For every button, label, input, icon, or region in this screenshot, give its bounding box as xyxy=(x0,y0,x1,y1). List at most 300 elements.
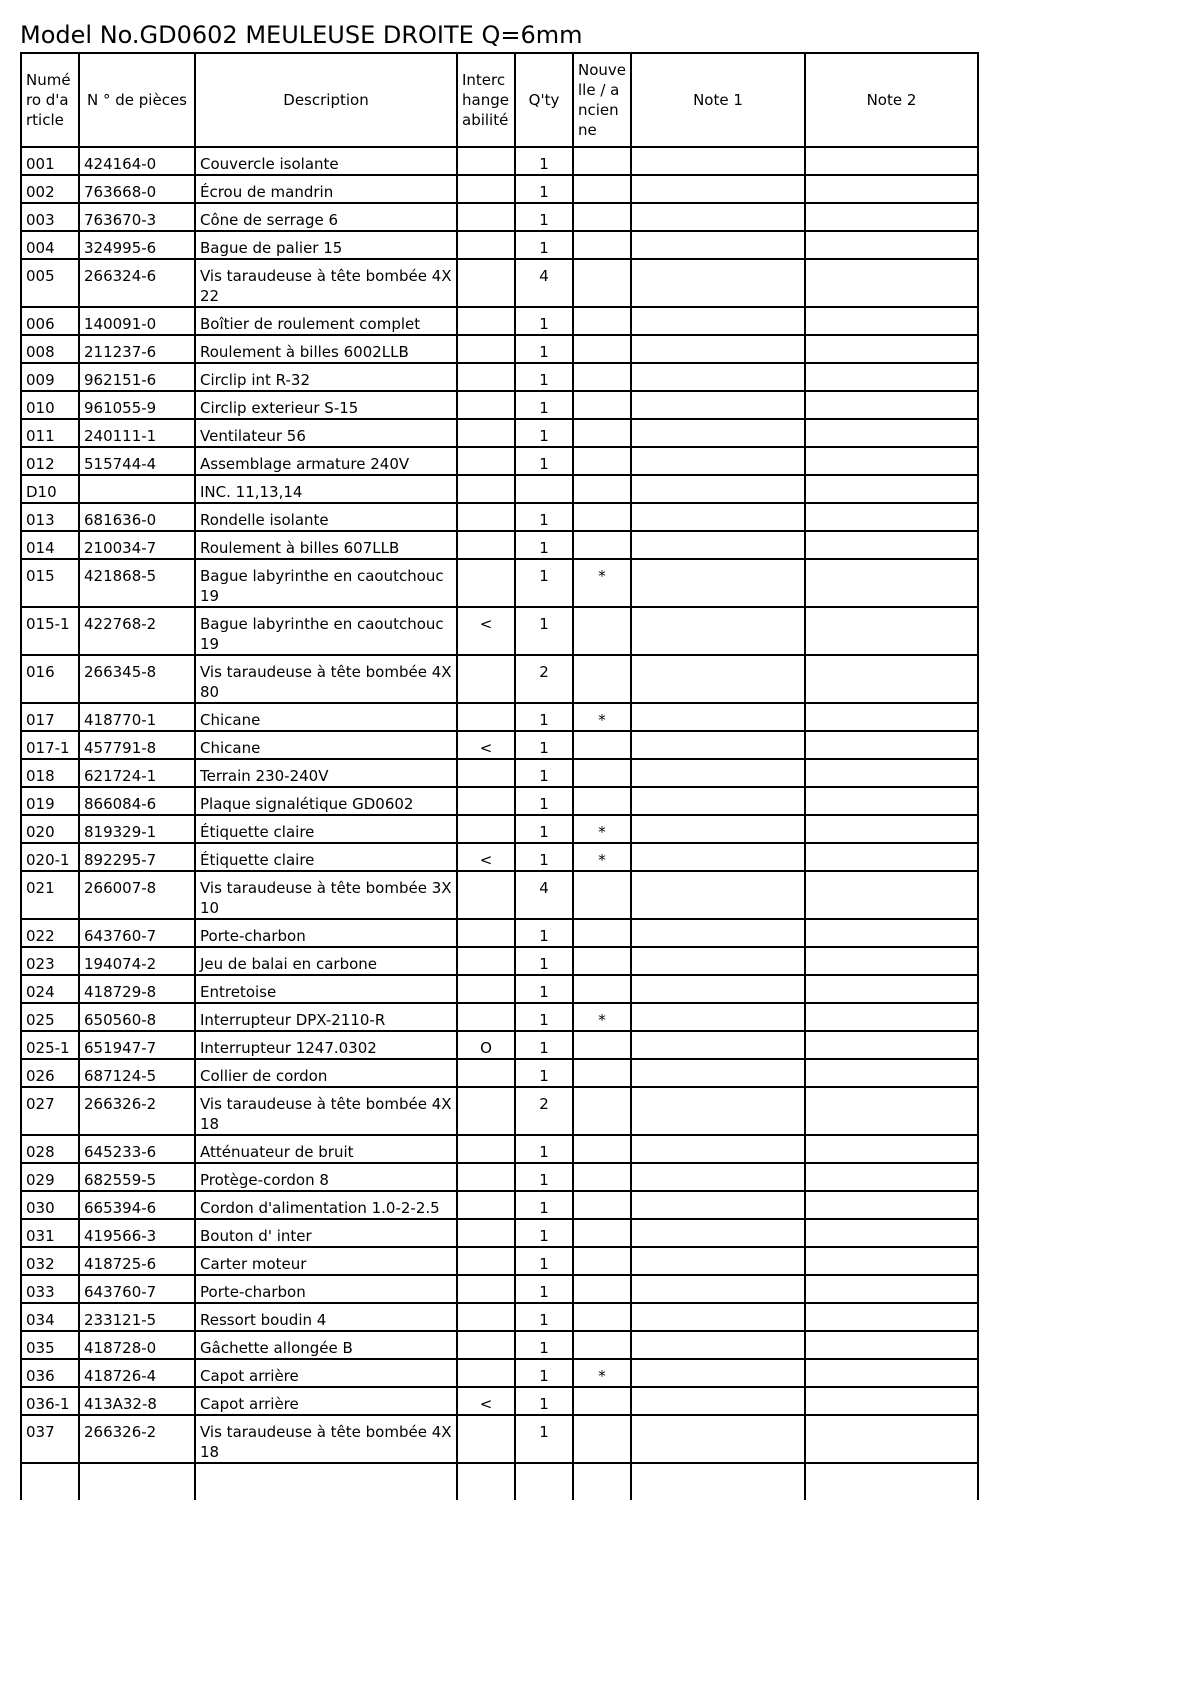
table-row xyxy=(21,335,978,363)
cell-empty xyxy=(21,1463,79,1500)
cell-note-1 xyxy=(631,1247,805,1275)
cell-part-number: 413A32-8 xyxy=(79,1387,195,1415)
cell-part-number: 233121-5 xyxy=(79,1303,195,1331)
cell-part-number: 866084-6 xyxy=(79,787,195,815)
cell-new-old xyxy=(573,503,631,531)
cell-item-number: 021 xyxy=(21,871,79,919)
cell-note-2 xyxy=(805,1191,978,1219)
table-row xyxy=(21,787,978,815)
table-row xyxy=(21,871,978,919)
cell-description: Interrupteur DPX-2110-R xyxy=(195,1003,457,1031)
cell-item-number: 003 xyxy=(21,203,79,231)
table-row xyxy=(21,1031,978,1059)
cell-new-old xyxy=(573,731,631,759)
cell-item-number: 036 xyxy=(21,1359,79,1387)
cell-interchangeability xyxy=(457,1331,515,1359)
cell-note-2 xyxy=(805,815,978,843)
cell-quantity: 4 xyxy=(515,871,573,919)
cell-note-2 xyxy=(805,1415,978,1463)
cell-note-2 xyxy=(805,335,978,363)
cell-part-number: 210034-7 xyxy=(79,531,195,559)
cell-note-2 xyxy=(805,1135,978,1163)
cell-interchangeability xyxy=(457,759,515,787)
table-row xyxy=(21,975,978,1003)
cell-note-1 xyxy=(631,391,805,419)
cell-item-number: 002 xyxy=(21,175,79,203)
cell-description: Chicane xyxy=(195,731,457,759)
cell-note-1 xyxy=(631,447,805,475)
cell-description: Assemblage armature 240V xyxy=(195,447,457,475)
cell-item-number: 032 xyxy=(21,1247,79,1275)
cell-note-1 xyxy=(631,1331,805,1359)
cell-description: Bague labyrinthe en caoutchouc 19 xyxy=(195,607,457,655)
cell-item-number: D10 xyxy=(21,475,79,503)
cell-note-1 xyxy=(631,1191,805,1219)
cell-part-number: 763668-0 xyxy=(79,175,195,203)
table-row xyxy=(21,607,978,655)
cell-description: Vis taraudeuse à tête bombée 4X 22 xyxy=(195,259,457,307)
cell-item-number: 011 xyxy=(21,419,79,447)
cell-interchangeability: < xyxy=(457,607,515,655)
cell-note-1 xyxy=(631,1303,805,1331)
cell-new-old xyxy=(573,607,631,655)
cell-part-number: 819329-1 xyxy=(79,815,195,843)
cell-note-2 xyxy=(805,1163,978,1191)
table-row xyxy=(21,203,978,231)
cell-interchangeability: < xyxy=(457,731,515,759)
cell-empty xyxy=(631,1463,805,1500)
cell-new-old xyxy=(573,1191,631,1219)
cell-empty xyxy=(79,1463,195,1500)
cell-quantity: 1 xyxy=(515,1415,573,1463)
cell-note-1 xyxy=(631,335,805,363)
table-row xyxy=(21,531,978,559)
cell-new-old xyxy=(573,1247,631,1275)
cell-new-old xyxy=(573,759,631,787)
cell-note-1 xyxy=(631,1359,805,1387)
cell-quantity: 1 xyxy=(515,815,573,843)
cell-note-1 xyxy=(631,1219,805,1247)
cell-interchangeability xyxy=(457,559,515,607)
cell-description: Circlip int R-32 xyxy=(195,363,457,391)
cell-note-2 xyxy=(805,531,978,559)
cell-description: Cône de serrage 6 xyxy=(195,203,457,231)
cell-part-number: 763670-3 xyxy=(79,203,195,231)
cell-quantity: 1 xyxy=(515,843,573,871)
cell-quantity: 1 xyxy=(515,175,573,203)
cell-new-old xyxy=(573,1275,631,1303)
cell-part-number: 424164-0 xyxy=(79,147,195,175)
cell-quantity: 1 xyxy=(515,1247,573,1275)
cell-description: Ventilateur 56 xyxy=(195,419,457,447)
cell-item-number: 020-1 xyxy=(21,843,79,871)
cell-item-number: 004 xyxy=(21,231,79,259)
cell-item-number: 029 xyxy=(21,1163,79,1191)
cell-new-old: * xyxy=(573,1003,631,1031)
cell-quantity: 1 xyxy=(515,1359,573,1387)
cell-item-number: 017 xyxy=(21,703,79,731)
cell-item-number: 001 xyxy=(21,147,79,175)
cell-interchangeability xyxy=(457,391,515,419)
cell-empty xyxy=(515,1463,573,1500)
cell-note-1 xyxy=(631,919,805,947)
cell-new-old xyxy=(573,947,631,975)
cell-quantity: 1 xyxy=(515,147,573,175)
cell-interchangeability xyxy=(457,1247,515,1275)
cell-interchangeability xyxy=(457,1135,515,1163)
table-row xyxy=(21,419,978,447)
cell-new-old xyxy=(573,419,631,447)
cell-note-2 xyxy=(805,919,978,947)
cell-new-old xyxy=(573,447,631,475)
cell-note-2 xyxy=(805,1003,978,1031)
cell-part-number: 266324-6 xyxy=(79,259,195,307)
cell-interchangeability xyxy=(457,447,515,475)
cell-note-2 xyxy=(805,147,978,175)
cell-item-number: 022 xyxy=(21,919,79,947)
cell-quantity: 1 xyxy=(515,307,573,335)
cell-quantity: 1 xyxy=(515,1003,573,1031)
cell-description: Porte-charbon xyxy=(195,1275,457,1303)
cell-note-1 xyxy=(631,363,805,391)
cell-description: Atténuateur de bruit xyxy=(195,1135,457,1163)
cell-note-1 xyxy=(631,1059,805,1087)
cell-part-number: 645233-6 xyxy=(79,1135,195,1163)
cell-quantity: 1 xyxy=(515,703,573,731)
cell-quantity: 1 xyxy=(515,1163,573,1191)
cell-quantity: 1 xyxy=(515,419,573,447)
cell-item-number: 019 xyxy=(21,787,79,815)
cell-part-number: 422768-2 xyxy=(79,607,195,655)
cell-part-number: 324995-6 xyxy=(79,231,195,259)
table-row xyxy=(21,655,978,703)
cell-part-number: 266326-2 xyxy=(79,1415,195,1463)
cell-part-number: 419566-3 xyxy=(79,1219,195,1247)
table-row xyxy=(21,1331,978,1359)
cell-description: Circlip exterieur S-15 xyxy=(195,391,457,419)
cell-new-old xyxy=(573,919,631,947)
cell-new-old: * xyxy=(573,1359,631,1387)
cell-note-1 xyxy=(631,147,805,175)
cell-note-2 xyxy=(805,759,978,787)
cell-item-number: 025 xyxy=(21,1003,79,1031)
table-row xyxy=(21,1191,978,1219)
cell-new-old xyxy=(573,1219,631,1247)
cell-new-old xyxy=(573,363,631,391)
cell-item-number: 009 xyxy=(21,363,79,391)
cell-interchangeability xyxy=(457,1303,515,1331)
header-description: Description xyxy=(195,53,457,147)
cell-description: Porte-charbon xyxy=(195,919,457,947)
cell-interchangeability xyxy=(457,1359,515,1387)
cell-note-2 xyxy=(805,1247,978,1275)
cell-description: Vis taraudeuse à tête bombée 4X 18 xyxy=(195,1087,457,1135)
cell-item-number: 005 xyxy=(21,259,79,307)
cell-quantity: 1 xyxy=(515,503,573,531)
cell-description: Interrupteur 1247.0302 xyxy=(195,1031,457,1059)
cell-interchangeability xyxy=(457,475,515,503)
cell-note-2 xyxy=(805,975,978,1003)
cell-quantity: 4 xyxy=(515,259,573,307)
cell-interchangeability xyxy=(457,871,515,919)
cell-note-1 xyxy=(631,1135,805,1163)
cell-note-2 xyxy=(805,843,978,871)
cell-description: Chicane xyxy=(195,703,457,731)
cell-quantity: 1 xyxy=(515,335,573,363)
cell-item-number: 012 xyxy=(21,447,79,475)
cell-part-number: 266326-2 xyxy=(79,1087,195,1135)
table-row xyxy=(21,731,978,759)
cell-quantity xyxy=(515,475,573,503)
cell-item-number: 028 xyxy=(21,1135,79,1163)
cell-quantity: 1 xyxy=(515,1387,573,1415)
cell-description: Bouton d' inter xyxy=(195,1219,457,1247)
cell-item-number: 030 xyxy=(21,1191,79,1219)
cell-item-number: 033 xyxy=(21,1275,79,1303)
cell-new-old xyxy=(573,1387,631,1415)
cell-part-number: 266007-8 xyxy=(79,871,195,919)
parts-table xyxy=(20,52,979,1500)
cell-part-number: 650560-8 xyxy=(79,1003,195,1031)
cell-item-number: 027 xyxy=(21,1087,79,1135)
cell-description: Étiquette claire xyxy=(195,815,457,843)
cell-part-number: 681636-0 xyxy=(79,503,195,531)
cell-note-2 xyxy=(805,871,978,919)
cell-interchangeability xyxy=(457,203,515,231)
cell-quantity: 1 xyxy=(515,231,573,259)
table-row xyxy=(21,815,978,843)
table-row xyxy=(21,307,978,335)
cell-note-2 xyxy=(805,259,978,307)
cell-part-number: 643760-7 xyxy=(79,1275,195,1303)
cell-note-1 xyxy=(631,787,805,815)
cell-description: Collier de cordon xyxy=(195,1059,457,1087)
cell-part-number: 892295-7 xyxy=(79,843,195,871)
cell-description: Boîtier de roulement complet xyxy=(195,307,457,335)
cell-quantity: 1 xyxy=(515,919,573,947)
table-row xyxy=(21,759,978,787)
cell-quantity: 1 xyxy=(515,1135,573,1163)
cell-part-number: 418728-0 xyxy=(79,1331,195,1359)
cell-new-old xyxy=(573,1135,631,1163)
cell-item-number: 016 xyxy=(21,655,79,703)
cell-description: INC. 11,13,14 xyxy=(195,475,457,503)
cell-item-number: 015 xyxy=(21,559,79,607)
cell-note-1 xyxy=(631,607,805,655)
cell-note-2 xyxy=(805,175,978,203)
cell-new-old xyxy=(573,787,631,815)
cell-quantity: 1 xyxy=(515,363,573,391)
cell-new-old xyxy=(573,1163,631,1191)
table-row xyxy=(21,1303,978,1331)
header-note-1: Note 1 xyxy=(631,53,805,147)
cell-note-1 xyxy=(631,1087,805,1135)
cell-note-1 xyxy=(631,1163,805,1191)
cell-note-1 xyxy=(631,871,805,919)
cell-quantity: 1 xyxy=(515,1031,573,1059)
cell-quantity: 1 xyxy=(515,607,573,655)
cell-item-number: 026 xyxy=(21,1059,79,1087)
cell-new-old xyxy=(573,175,631,203)
cell-item-number: 025-1 xyxy=(21,1031,79,1059)
cell-new-old: * xyxy=(573,843,631,871)
cell-new-old xyxy=(573,1059,631,1087)
cell-new-old xyxy=(573,391,631,419)
cell-description: Écrou de mandrin xyxy=(195,175,457,203)
table-row xyxy=(21,1247,978,1275)
cell-note-1 xyxy=(631,503,805,531)
cell-quantity: 1 xyxy=(515,1191,573,1219)
cell-note-2 xyxy=(805,559,978,607)
cell-part-number: 687124-5 xyxy=(79,1059,195,1087)
header-row xyxy=(21,53,978,147)
cell-part-number: 266345-8 xyxy=(79,655,195,703)
cell-note-2 xyxy=(805,1303,978,1331)
cell-note-1 xyxy=(631,815,805,843)
cell-note-1 xyxy=(631,843,805,871)
cell-note-2 xyxy=(805,1387,978,1415)
cell-part-number: 418770-1 xyxy=(79,703,195,731)
cell-new-old xyxy=(573,259,631,307)
cell-part-number: 457791-8 xyxy=(79,731,195,759)
cell-note-1 xyxy=(631,475,805,503)
table-row xyxy=(21,1219,978,1247)
cell-interchangeability: < xyxy=(457,1387,515,1415)
table-row xyxy=(21,1387,978,1415)
cell-new-old xyxy=(573,231,631,259)
cell-part-number: 515744-4 xyxy=(79,447,195,475)
cell-interchangeability xyxy=(457,259,515,307)
cell-description: Rondelle isolante xyxy=(195,503,457,531)
table-row xyxy=(21,1275,978,1303)
cell-description: Vis taraudeuse à tête bombée 4X 80 xyxy=(195,655,457,703)
cell-note-1 xyxy=(631,1031,805,1059)
cell-empty xyxy=(805,1463,978,1500)
cell-quantity: 1 xyxy=(515,731,573,759)
cell-description: Vis taraudeuse à tête bombée 3X 10 xyxy=(195,871,457,919)
cell-description: Roulement à billes 607LLB xyxy=(195,531,457,559)
cell-quantity: 1 xyxy=(515,391,573,419)
cell-quantity: 1 xyxy=(515,947,573,975)
cell-quantity: 1 xyxy=(515,203,573,231)
cell-new-old xyxy=(573,1031,631,1059)
cell-item-number: 015-1 xyxy=(21,607,79,655)
header-item-number: Numéro d'article xyxy=(21,53,79,147)
cell-interchangeability xyxy=(457,363,515,391)
table-row xyxy=(21,1003,978,1031)
header-quantity: Q'ty xyxy=(515,53,573,147)
cell-description: Vis taraudeuse à tête bombée 4X 18 xyxy=(195,1415,457,1463)
cell-note-2 xyxy=(805,731,978,759)
cell-description: Gâchette allongée B xyxy=(195,1331,457,1359)
cell-description: Terrain 230-240V xyxy=(195,759,457,787)
cell-new-old xyxy=(573,531,631,559)
cell-item-number: 024 xyxy=(21,975,79,1003)
cell-interchangeability xyxy=(457,703,515,731)
cell-description: Carter moteur xyxy=(195,1247,457,1275)
cell-interchangeability xyxy=(457,231,515,259)
cell-description: Capot arrière xyxy=(195,1359,457,1387)
header-note-2: Note 2 xyxy=(805,53,978,147)
cell-item-number: 035 xyxy=(21,1331,79,1359)
cell-interchangeability xyxy=(457,975,515,1003)
cell-note-1 xyxy=(631,1415,805,1463)
cell-new-old xyxy=(573,871,631,919)
cell-quantity: 1 xyxy=(515,787,573,815)
cell-note-1 xyxy=(631,259,805,307)
cell-new-old xyxy=(573,1331,631,1359)
cell-interchangeability xyxy=(457,1087,515,1135)
cell-interchangeability xyxy=(457,919,515,947)
cell-item-number: 020 xyxy=(21,815,79,843)
cell-note-1 xyxy=(631,731,805,759)
cell-new-old xyxy=(573,1303,631,1331)
cell-interchangeability xyxy=(457,1163,515,1191)
cell-note-2 xyxy=(805,203,978,231)
cell-item-number: 008 xyxy=(21,335,79,363)
cell-quantity: 1 xyxy=(515,531,573,559)
cell-part-number: 194074-2 xyxy=(79,947,195,975)
cell-note-1 xyxy=(631,759,805,787)
cell-interchangeability xyxy=(457,175,515,203)
cell-interchangeability xyxy=(457,147,515,175)
cell-new-old: * xyxy=(573,559,631,607)
cell-note-2 xyxy=(805,503,978,531)
cell-description: Étiquette claire xyxy=(195,843,457,871)
parts-table-body xyxy=(21,147,978,1500)
cell-description: Plaque signalétique GD0602 xyxy=(195,787,457,815)
cell-part-number: 418729-8 xyxy=(79,975,195,1003)
cell-item-number: 031 xyxy=(21,1219,79,1247)
cell-interchangeability xyxy=(457,1059,515,1087)
table-row xyxy=(21,919,978,947)
table-row xyxy=(21,259,978,307)
cell-new-old xyxy=(573,475,631,503)
cell-interchangeability xyxy=(457,815,515,843)
cell-note-1 xyxy=(631,231,805,259)
cell-note-1 xyxy=(631,1275,805,1303)
page-title: Model No.GD0602 MEULEUSE DROITE Q=6mm xyxy=(20,21,583,49)
cell-quantity: 1 xyxy=(515,1219,573,1247)
cell-note-1 xyxy=(631,175,805,203)
cell-note-1 xyxy=(631,307,805,335)
table-row xyxy=(21,1059,978,1087)
cell-quantity: 1 xyxy=(515,1059,573,1087)
cell-description: Protège-cordon 8 xyxy=(195,1163,457,1191)
cell-note-2 xyxy=(805,391,978,419)
cell-interchangeability xyxy=(457,655,515,703)
cell-description: Jeu de balai en carbone xyxy=(195,947,457,975)
cell-note-1 xyxy=(631,203,805,231)
cell-item-number: 036-1 xyxy=(21,1387,79,1415)
cell-part-number: 621724-1 xyxy=(79,759,195,787)
cell-quantity: 1 xyxy=(515,1275,573,1303)
cell-new-old xyxy=(573,1415,631,1463)
cell-note-1 xyxy=(631,559,805,607)
cell-part-number: 418725-6 xyxy=(79,1247,195,1275)
header-interchangeability: Interchangeabilité xyxy=(457,53,515,147)
cell-interchangeability: O xyxy=(457,1031,515,1059)
cell-new-old xyxy=(573,203,631,231)
cell-note-2 xyxy=(805,307,978,335)
cell-note-1 xyxy=(631,947,805,975)
cell-note-2 xyxy=(805,1275,978,1303)
cell-quantity: 1 xyxy=(515,1303,573,1331)
cell-part-number: 211237-6 xyxy=(79,335,195,363)
cell-note-2 xyxy=(805,419,978,447)
cell-empty xyxy=(573,1463,631,1500)
cell-item-number: 034 xyxy=(21,1303,79,1331)
